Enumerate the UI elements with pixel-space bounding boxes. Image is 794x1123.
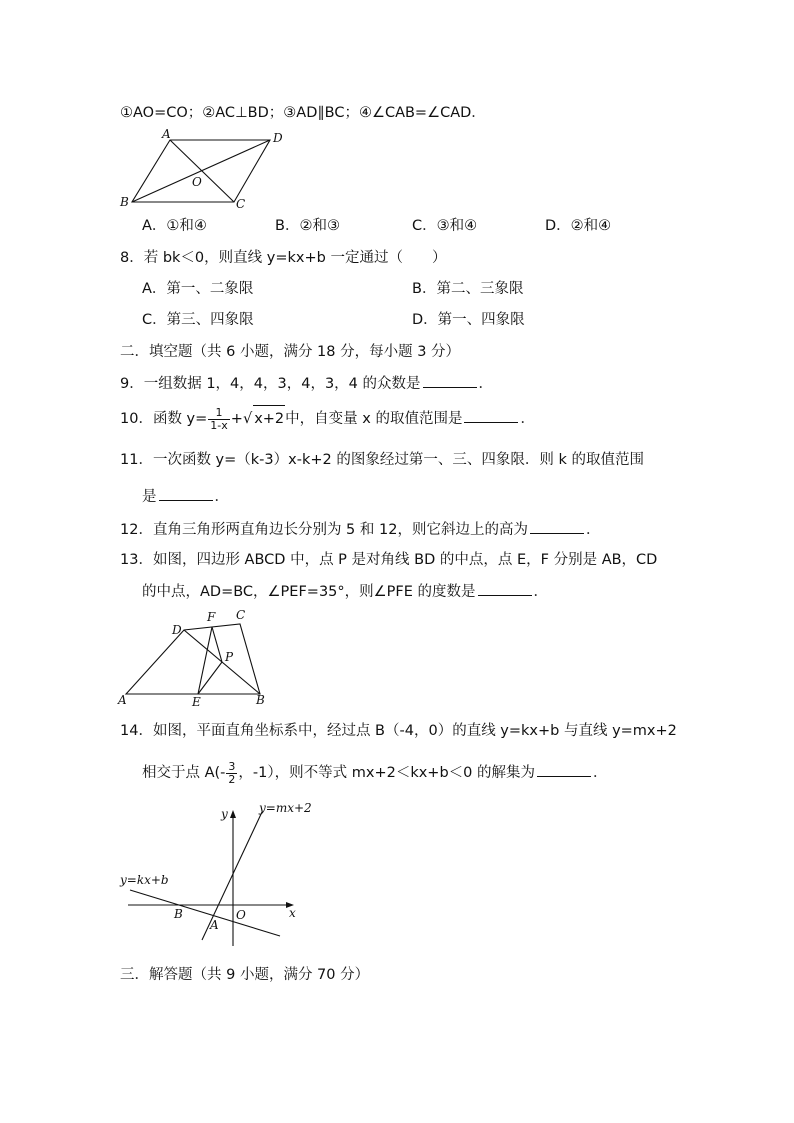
q13-label-p: P [225, 650, 234, 664]
q7-label-o: O [192, 175, 202, 189]
q14-post: ，-1），则不等式 mx+2＜kx+b＜0 的解集为 [238, 765, 535, 781]
q7-label-a: A [162, 127, 171, 141]
q10-post: 中，自变量 x 的取值范围是 [285, 411, 463, 427]
q13-text: 的中点，AD=BC，∠PEF=35°，则∠PFE 的度数是 [142, 584, 476, 600]
q13-label-b: B [256, 693, 265, 707]
q8-option-c: C．第三、四象限 [142, 312, 254, 328]
q7-label-b: B [120, 195, 129, 209]
q10-end: ． [520, 411, 535, 427]
q10-sqrt: x+2 [253, 405, 285, 432]
q14-end: ． [592, 765, 608, 781]
q10-plus: + [230, 411, 243, 427]
q13-label-f: F [207, 610, 216, 624]
q13-line1: 13．如图，四边形 ABCD 中，点 P 是对角线 BD 的中点，点 E，F 分别是 AB，CD [120, 552, 658, 568]
q14-frac-den: 2 [228, 772, 236, 786]
q10-pre: 10．函数 y= [120, 411, 208, 427]
q14-label-y-axis: y [221, 807, 228, 821]
q14-label-line-kx: y=kx+b [120, 873, 169, 887]
q7-option-a: A．①和④ [142, 218, 207, 234]
q14-pre: 相交于点 A(- [142, 765, 226, 781]
q10-sqrt-sign: √ [242, 411, 253, 427]
q11-end: ． [214, 489, 229, 505]
q14-label-a: A [210, 918, 219, 932]
q8-option-a: A．第一、二象限 [142, 281, 254, 297]
q7-option-c: C．③和④ [412, 218, 478, 234]
q10 [120, 405, 535, 432]
q11-text: 是 [142, 489, 157, 505]
q7-option-b: B．②和③ [275, 218, 340, 234]
q7-parallelogram-figure [112, 126, 292, 210]
q12 [120, 519, 600, 540]
q11-line2 [142, 486, 229, 507]
q8-option-d: D．第一、四象限 [412, 312, 525, 328]
section3-header: 三．解答题（共 9 小题，满分 70 分） [120, 967, 370, 983]
q9-answer-blank[interactable] [423, 373, 477, 388]
q11-answer-blank[interactable] [159, 486, 213, 501]
q14-label-line-mx: y=mx+2 [259, 801, 312, 815]
q8-stem: 8．若 bk＜0，则直线 y=kx+b 一定通过（ ） [120, 250, 447, 266]
q7-label-c: C [236, 197, 246, 210]
q7-label-d: D [273, 131, 283, 145]
section2-header: 二．填空题（共 6 小题，满分 18 分，每小题 3 分） [120, 344, 461, 360]
q14-answer-blank[interactable] [537, 762, 591, 777]
q9-end: ． [478, 376, 494, 392]
q13-end: ． [533, 584, 548, 600]
q14-label-x-axis: x [289, 906, 296, 920]
q13-line2 [142, 581, 548, 602]
q9 [120, 373, 493, 394]
q8-option-b: B．第二、三象限 [412, 281, 524, 297]
q14-fraction [226, 761, 237, 786]
q10-frac-num: 1 [208, 407, 229, 420]
q13-quadrilateral-figure [112, 604, 282, 708]
q14-frac-num: 3 [228, 759, 236, 773]
q13-label-d: D [172, 623, 182, 637]
q14-label-o: O [236, 908, 246, 922]
q10-fraction [208, 407, 229, 432]
q11-line1: 11．一次函数 y=（k-3）x-k+2 的图象经过第一、三、四象限．则 k 的取值范围 [120, 452, 644, 468]
q14-coordinate-figure [112, 798, 312, 948]
q12-end: ． [585, 522, 601, 538]
q13-answer-blank[interactable] [478, 581, 532, 596]
q10-answer-blank[interactable] [464, 408, 518, 423]
q13-label-e: E [192, 695, 201, 708]
q13-label-c: C [236, 608, 246, 622]
q13-label-a: A [118, 693, 127, 707]
q12-answer-blank[interactable] [530, 519, 584, 534]
q12-text: 12．直角三角形两直角边长分别为 5 和 12，则它斜边上的高为 [120, 522, 528, 538]
q9-text: 9．一组数据 1，4，4，3，4，3，4 的众数是 [120, 376, 421, 392]
q14-label-b: B [174, 907, 183, 921]
q7-option-d: D．②和④ [545, 218, 612, 234]
q7-conditions: ①AO=CO；②AC⊥BD；③AD∥BC；④∠CAB=∠CAD． [120, 105, 486, 121]
q10-frac-den: 1-x [210, 418, 228, 432]
q14-line1: 14．如图，平面直角坐标系中，经过点 B（-4，0）的直线 y=kx+b 与直线 y=mx+2 [120, 723, 677, 739]
q14-line2 [142, 760, 607, 786]
